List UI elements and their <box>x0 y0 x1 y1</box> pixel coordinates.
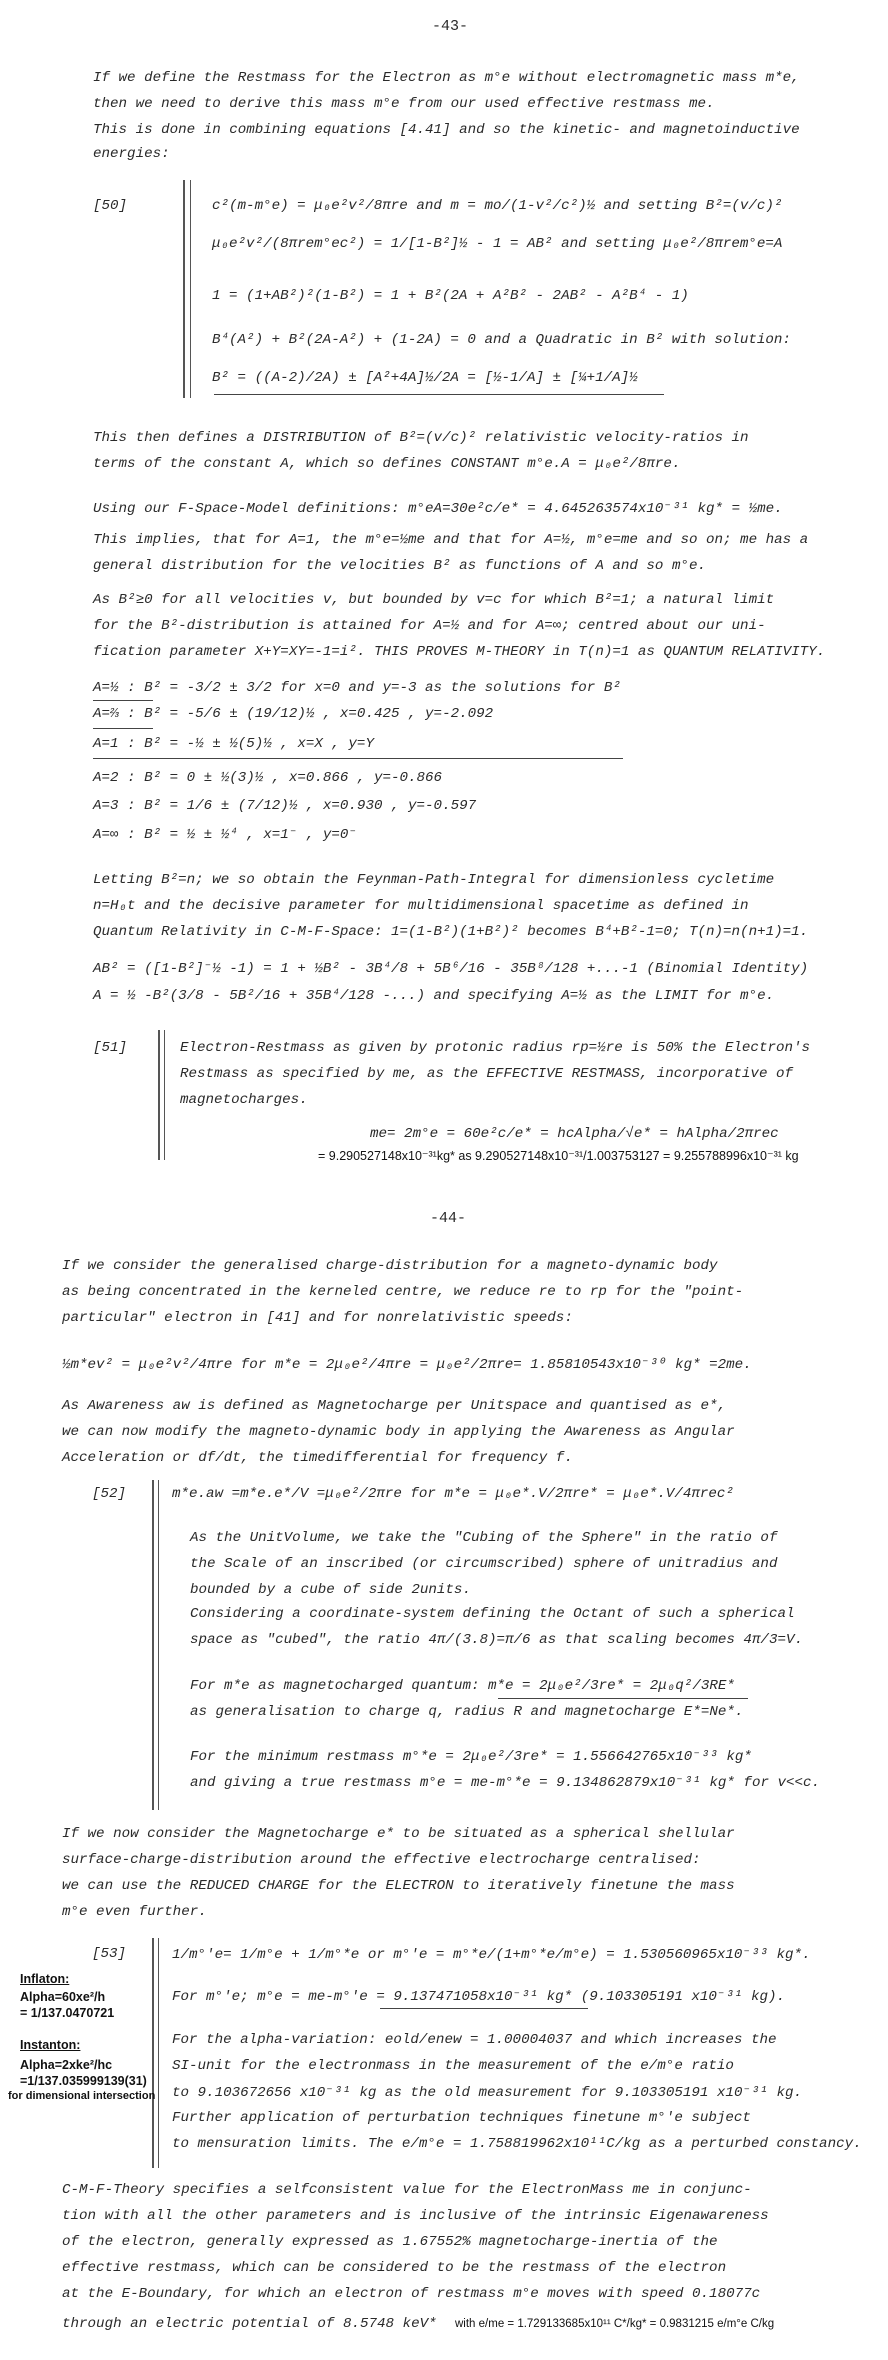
eq50-line-1: c²(m-m°e) = μ₀e²v²/8πre and m = mo/(1-v²/c²)½ and setting B²=(v/c)² <box>212 198 783 214</box>
eq53-bar <box>152 1938 154 2168</box>
eq52-cube-line-5: space as "cubed", the ratio 4π/(3.8)=π/6 as that scaling becomes 4π/3=V. <box>190 1632 803 1648</box>
limit-line-3: fication parameter X+Y=XY=-1=i². THIS PROVES M-THEORY in T(n)=1 as QUANTUM RELATIVITY. <box>93 644 826 660</box>
eq51-line-3: magnetocharges. <box>180 1092 308 1108</box>
page-number-44: -44- <box>430 1210 467 1227</box>
eq51-formula: me= 2m°e = 60e²c/e* = hcAlpha/√e* = hAlpha/2πrec <box>370 1126 779 1142</box>
eq50-bar <box>183 180 185 398</box>
sidenote-instanton-formula: Alpha=2xke²/hc <box>20 2058 113 2072</box>
conclusion-line-2: tion with all the other parameters and is inclusive of the intrinsic Eigenawareness <box>62 2208 769 2224</box>
sidenote-instanton-value: =1/137.035999139(31) <box>20 2074 147 2088</box>
eq52-minimum-line-1: For the minimum restmass m°*e = 2μ₀e²/3re* = 1.556642765x10⁻³³ kg* <box>190 1749 752 1765</box>
eq52-cube-line-3: bounded by a cube of side 2units. <box>190 1582 471 1598</box>
eq50-line-2: μ₀e²v²/(8πrem°ec²) = 1/[1-B²]½ - 1 = AB² and setting μ₀e²/8πrem°e=A <box>212 236 783 252</box>
page-number-43: -43- <box>432 18 469 35</box>
p44-intro-line-1: If we consider the generalised charge-distribution for a magneto-dynamic body <box>62 1258 718 1274</box>
distribution-line-1: This then defines a DISTRIBUTION of B²=(v/c)² relativistic velocity-ratios in <box>93 430 749 446</box>
eq52-cube-line-4: Considering a coordinate-system defining the Octant of such a spherical <box>190 1606 795 1622</box>
limit-line-1: As B²≥0 for all velocities v, but bounded by v=c for which B²=1; a natural limit <box>93 592 775 608</box>
awareness-line-3: Acceleration or df/dt, the timedifferential for frequency f. <box>62 1450 573 1466</box>
conclusion-last-line: through an electric potential of 8.5748 keV* <box>62 2316 437 2332</box>
eq53-alpha-line-1: For the alpha-variation: eold/enew = 1.00004037 and which increases the <box>172 2032 777 2048</box>
eq53-underline <box>380 2008 588 2009</box>
conclusion-line-3: of the electron, generally expressed as 1.67552% magnetocharge-inertia of the <box>62 2234 718 2250</box>
eq52-cube-line-2: the Scale of an inscribed (or circumscribed) sphere of unitradius and <box>190 1556 778 1572</box>
kinetic-equation: ½m*ev² = μ₀e²v²/4πre for m*e = 2μ₀e²/4πre = μ₀e²/2πre= 1.85810543x10⁻³⁰ kg* =2me. <box>62 1357 752 1373</box>
eq50-line-3: 1 = (1+AB²)²(1-B²) = 1 + B²(2A + A²B² - 2AB² - A²B⁴ - 1) <box>212 288 689 304</box>
sidenote-instanton-note: for dimensional intersection <box>8 2090 156 2102</box>
limit-line-2: for the B²-distribution is attained for A=½ and for A=∞; centred about our uni- <box>93 618 766 634</box>
intro-line-1: If we define the Restmass for the Electron as m°e without electromagnetic mass m*e, <box>93 70 800 86</box>
sidenote-instanton-title: Instanton: <box>20 2038 81 2052</box>
table-row-half: A=½ : B² = -3/2 ± 3/2 for x=0 and y=-3 as the solutions for B² <box>93 680 621 696</box>
table-divider <box>93 758 623 759</box>
fspace-line-2: This implies, that for A=1, the m°e=½me and that for A=½, m°e=me and so on; me has a <box>93 532 809 548</box>
fspace-line-1: Using our F-Space-Model definitions: m°eA=30e²c/e* = 4.645263574x10⁻³¹ kg* = ½me. <box>93 501 783 517</box>
conclusion-last-tail: with e/me = 1.729133685x10¹¹ C*/kg* = 0.9831215 e/m°e C/kg <box>455 2318 775 2330</box>
eq52-minimum-line-2: and giving a true restmass m°e = me-m°*e = 9.134862879x10⁻³¹ kg* for v<<c. <box>190 1775 821 1791</box>
p44-intro-line-3: particular" electron in [41] and for nonrelativistic speeds: <box>62 1310 573 1326</box>
eq53-alpha-line-3: to 9.103672656 x10⁻³¹ kg as the old measurement for 9.103305191 x10⁻³¹ kg. <box>172 2085 803 2101</box>
intro-line-4: energies: <box>93 146 170 162</box>
eq52-head: m*e.aw =m*e.e*/V =μ₀e²/2πre for m*e = μ₀e*.V/2πre* = μ₀e*.V/4πrec² <box>172 1486 734 1502</box>
eq51-bar <box>158 1030 160 1160</box>
intro-line-3: This is done in combining equations [4.41] and so the kinetic- and magnetoinductive <box>93 122 800 138</box>
eq53-line-2: For m°'e; m°e = me-m°'e = 9.137471058x10⁻³¹ kg* (9.103305191 x10⁻³¹ kg). <box>172 1989 786 2005</box>
eq50-line-5: B² = ((A-2)/2A) ± [A²+4A]½/2A = [½-1/A] ± [¼+1/A]½ <box>212 370 638 386</box>
reduced-line-4: m°e even further. <box>62 1904 207 1920</box>
p44-intro-line-2: as being concentrated in the kerneled centre, we reduce re to rp for the "point- <box>62 1284 744 1300</box>
conclusion-line-4: effective restmass, which can be considered to be the restmass of the electron <box>62 2260 727 2276</box>
eq50-bar-inner <box>190 180 191 398</box>
table-row-underline <box>93 728 153 729</box>
eq50-line-4: B⁴(A²) + B²(2A-A²) + (1-2A) = 0 and a Quadratic in B² with solution: <box>212 332 791 348</box>
eq51-bar-inner <box>164 1030 165 1160</box>
binomial-line-1: AB² = ([1-B²]⁻½ -1) = 1 + ½B² - 3B⁴/8 + 5B⁶/16 - 35B⁸/128 +...-1 (Binomial Identity) <box>93 961 809 977</box>
eq51-line-2: Restmass as specified by me, as the EFFECTIVE RESTMASS, incorporative of <box>180 1066 793 1082</box>
eq53-alpha-line-5: to mensuration limits. The e/m°e = 1.758819962x10¹¹C/kg as a perturbed constancy. <box>172 2136 862 2152</box>
eq53-alpha-line-4: Further application of perturbation techniques finetune m°'e subject <box>172 2110 751 2126</box>
eq52-bar <box>152 1480 154 1810</box>
sidenote-inflaton-value: = 1/137.0470721 <box>20 2006 115 2020</box>
conclusion-line-1: C-M-F-Theory specifies a selfconsistent value for the ElectronMass me in conjunc- <box>62 2182 752 2198</box>
feynman-line-3: Quantum Relativity in C-M-F-Space: 1=(1-B²)(1+B²)² becomes B⁴+B²-1=0; T(n)=n(n+1)=1. <box>93 924 809 940</box>
eq53-bar-inner <box>158 1938 159 2168</box>
eq51-line-1: Electron-Restmass as given by protonic radius rp=½re is 50% the Electron's <box>180 1040 811 1056</box>
eq52-label: [52] <box>92 1486 127 1502</box>
table-row-two: A=2 : B² = 0 ± ½(3)½ , x=0.866 , y=-0.866 <box>93 770 443 786</box>
reduced-line-2: surface-charge-distribution around the effective electrocharge centralised: <box>62 1852 701 1868</box>
eq51-values: = 9.290527148x10⁻³¹kg* as 9.290527148x10⁻³¹/1.003753127 = 9.255788996x10⁻³¹ kg <box>318 1149 799 1163</box>
table-row-underline <box>93 700 153 701</box>
eq53-label: [53] <box>92 1946 127 1962</box>
conclusion-line-5: at the E-Boundary, for which an electron of restmass m°e moves with speed 0.18077c <box>62 2286 761 2302</box>
binomial-line-2: A = ½ -B²(3/8 - 5B²/16 + 35B⁴/128 -...) and specifying A=½ as the LIMIT for m°e. <box>93 988 775 1004</box>
feynman-line-1: Letting B²=n; we so obtain the Feynman-Path-Integral for dimensionless cycletime <box>93 872 775 888</box>
eq53-line-1: 1/m°'e= 1/m°e + 1/m°*e or m°'e = m°*e/(1+m°*e/m°e) = 1.530560965x10⁻³³ kg*. <box>172 1947 811 1963</box>
eq52-bar-inner <box>158 1480 159 1810</box>
eq52-quantum-line-2: as generalisation to charge q, radius R and magnetocharge E*=Ne*. <box>190 1704 744 1720</box>
eq52-quantum-underline <box>498 1698 748 1699</box>
table-row-three: A=3 : B² = 1/6 ± (7/12)½ , x=0.930 , y=-0.597 <box>93 798 477 814</box>
sidenote-inflaton-formula: Alpha=60xe²/h <box>20 1990 106 2004</box>
eq51-label: [51] <box>93 1040 128 1056</box>
table-row-two-thirds: A=⅔ : B² = -5/6 ± (19/12)½ , x=0.425 , y=-2.092 <box>93 706 494 722</box>
reduced-line-3: we can use the REDUCED CHARGE for the ELECTRON to iteratively finetune the mass <box>62 1878 735 1894</box>
awareness-line-2: we can now modify the magneto-dynamic body in applying the Awareness as Angular <box>62 1424 735 1440</box>
eq50-underline <box>214 394 664 395</box>
table-row-infinity: A=∞ : B² = ½ ± ½⁴ , x=1⁻ , y=0⁻ <box>93 827 357 843</box>
eq52-quantum-line-1: For m*e as magnetocharged quantum: m*e = 2μ₀e²/3re* = 2μ₀q²/3RE* <box>190 1678 735 1694</box>
intro-line-2: then we need to derive this mass m°e from our used effective restmass me. <box>93 96 715 112</box>
feynman-line-2: n=H₀t and the decisive parameter for multidimensional spacetime as defined in <box>93 898 749 914</box>
awareness-line-1: As Awareness aw is defined as Magnetocharge per Unitspace and quantised as e*, <box>62 1398 727 1414</box>
table-row-one: A=1 : B² = -½ ± ½(5)½ , x=X , y=Y <box>93 736 374 752</box>
sidenote-inflaton-title: Inflaton: <box>20 1972 70 1986</box>
distribution-line-2: terms of the constant A, which so defines CONSTANT m°e.A = μ₀e²/8πre. <box>93 456 681 472</box>
eq50-label: [50] <box>93 198 128 214</box>
fspace-line-3: general distribution for the velocities B² as functions of A and so m°e. <box>93 558 706 574</box>
reduced-line-1: If we now consider the Magnetocharge e* to be situated as a spherical shellular <box>62 1826 735 1842</box>
eq52-cube-line-1: As the UnitVolume, we take the "Cubing of the Sphere" in the ratio of <box>190 1530 778 1546</box>
eq53-alpha-line-2: SI-unit for the electronmass in the measurement of the e/m°e ratio <box>172 2058 734 2074</box>
